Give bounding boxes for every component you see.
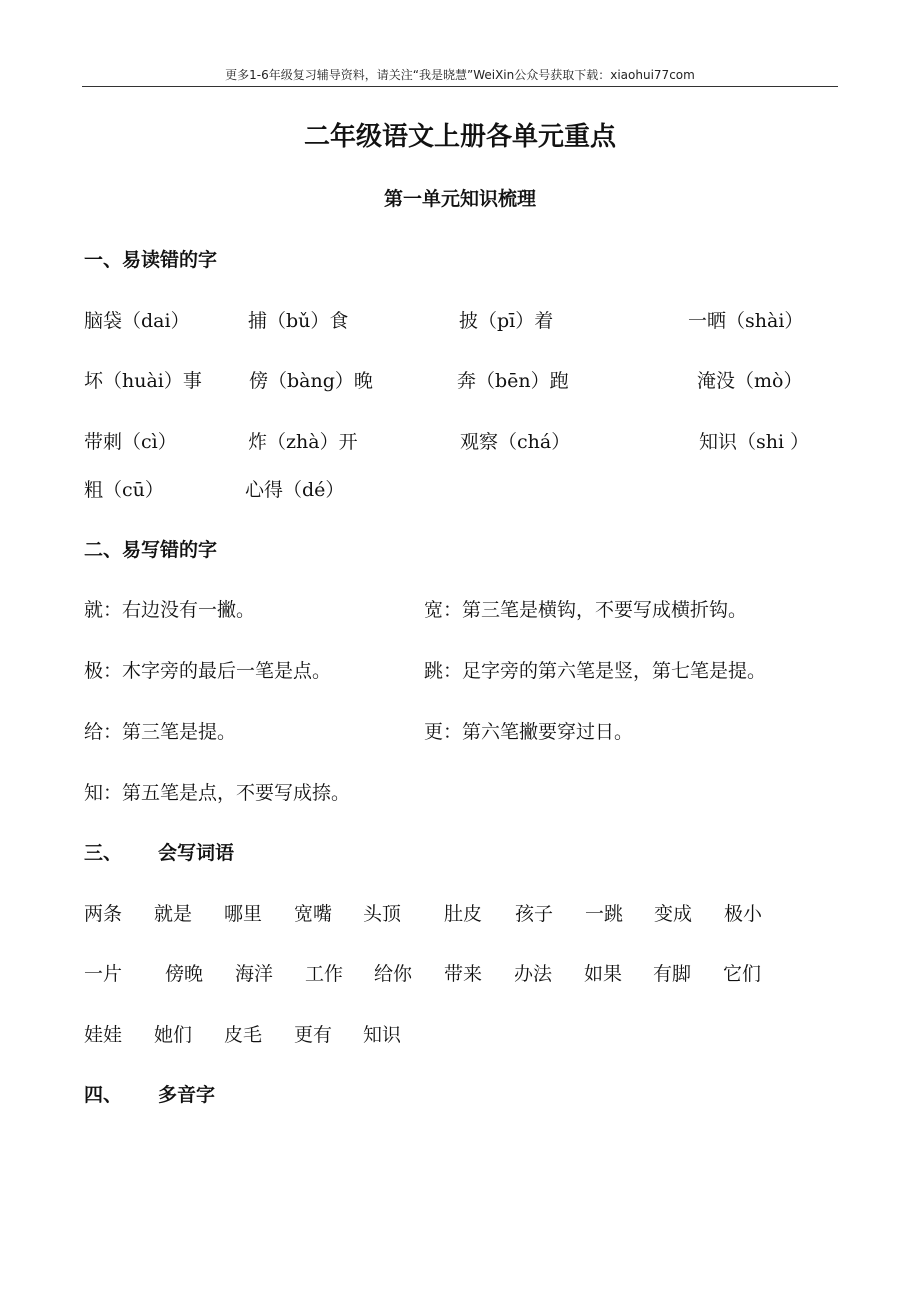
vocab-word: 孩子 xyxy=(515,903,554,925)
miswritten-rule: 跳：足字旁的第六笔是竖，第七笔是提。 xyxy=(424,660,767,682)
vocab-word: 工作 xyxy=(305,963,344,985)
misread-item: 知识（shi ） xyxy=(699,431,810,453)
miswritten-rule: 给：第三笔是提。 xyxy=(84,721,237,743)
header-divider xyxy=(82,86,838,87)
miswritten-rule: 极：木字旁的最后一笔是点。 xyxy=(84,660,332,682)
section-title: 多音字 xyxy=(158,1084,216,1106)
section-title: 会写词语 xyxy=(158,842,235,864)
vocab-word: 一跳 xyxy=(585,903,624,925)
misread-item: 心得（dé） xyxy=(245,479,345,501)
miswritten-rule: 就：右边没有一撇。 xyxy=(84,599,256,621)
misread-item: 脑袋（dai） xyxy=(84,310,190,332)
misread-item: 观察（chá） xyxy=(460,431,571,453)
vocab-word: 就是 xyxy=(154,903,193,925)
unit-subtitle: 第一单元知识梳理 xyxy=(383,188,536,210)
vocab-word: 带来 xyxy=(444,963,483,985)
vocab-word: 极小 xyxy=(724,903,763,925)
miswritten-rule: 更：第六笔撇要穿过日。 xyxy=(424,721,634,743)
misread-item: 奔（bēn）跑 xyxy=(457,370,569,392)
misread-item: 粗（cū） xyxy=(84,479,164,501)
misread-item: 坏（huài）事 xyxy=(84,370,202,392)
vocab-word: 两条 xyxy=(84,903,123,925)
vocab-word: 哪里 xyxy=(224,903,263,925)
section-heading-misread: 一、易读错的字 xyxy=(84,249,218,271)
vocab-word: 如果 xyxy=(584,963,623,985)
section-heading-polyphones xyxy=(84,1080,215,1107)
vocab-word: 变成 xyxy=(654,903,693,925)
misread-item: 傍（bàng）晚 xyxy=(249,370,373,392)
misread-item: 披（pī）着 xyxy=(459,310,554,332)
misread-item: 捕（bǔ）食 xyxy=(248,310,349,332)
vocab-word: 更有 xyxy=(294,1024,333,1046)
page-header-note: 更多1-6年级复习辅导资料，请关注“我是晓慧”WeiXin公众号获取下载：xiaohui77com xyxy=(225,68,695,82)
misread-item: 带刺（cì） xyxy=(84,431,177,453)
vocab-word: 皮毛 xyxy=(224,1024,263,1046)
vocab-word: 宽嘴 xyxy=(294,903,333,925)
section-number: 四、 xyxy=(84,1084,123,1106)
vocab-word: 有脚 xyxy=(653,963,692,985)
misread-item: 炸（zhà）开 xyxy=(248,431,358,453)
vocab-word: 办法 xyxy=(514,963,553,985)
vocab-word: 一片 xyxy=(84,963,123,985)
section-number: 三、 xyxy=(84,842,123,864)
vocab-word: 头顶 xyxy=(363,903,402,925)
vocab-word: 它们 xyxy=(723,963,762,985)
miswritten-rule: 宽：第三笔是横钩，不要写成横折钩。 xyxy=(424,599,748,621)
document-title: 二年级语文上册各单元重点 xyxy=(303,122,616,152)
vocab-word: 娃娃 xyxy=(84,1024,123,1046)
misread-item: 淹没（mò） xyxy=(697,370,803,392)
section-heading-miswritten: 二、易写错的字 xyxy=(84,539,218,561)
vocab-word: 知识 xyxy=(363,1024,402,1046)
vocab-word: 肚皮 xyxy=(444,903,483,925)
vocab-word: 她们 xyxy=(154,1024,193,1046)
miswritten-rule: 知：第五笔是点，不要写成捺。 xyxy=(84,782,351,804)
vocab-word: 海洋 xyxy=(235,963,274,985)
section-heading-vocabulary xyxy=(84,838,234,865)
vocab-word: 傍晚 xyxy=(165,963,204,985)
vocab-word: 给你 xyxy=(374,963,413,985)
misread-item: 一晒（shài） xyxy=(688,310,804,332)
